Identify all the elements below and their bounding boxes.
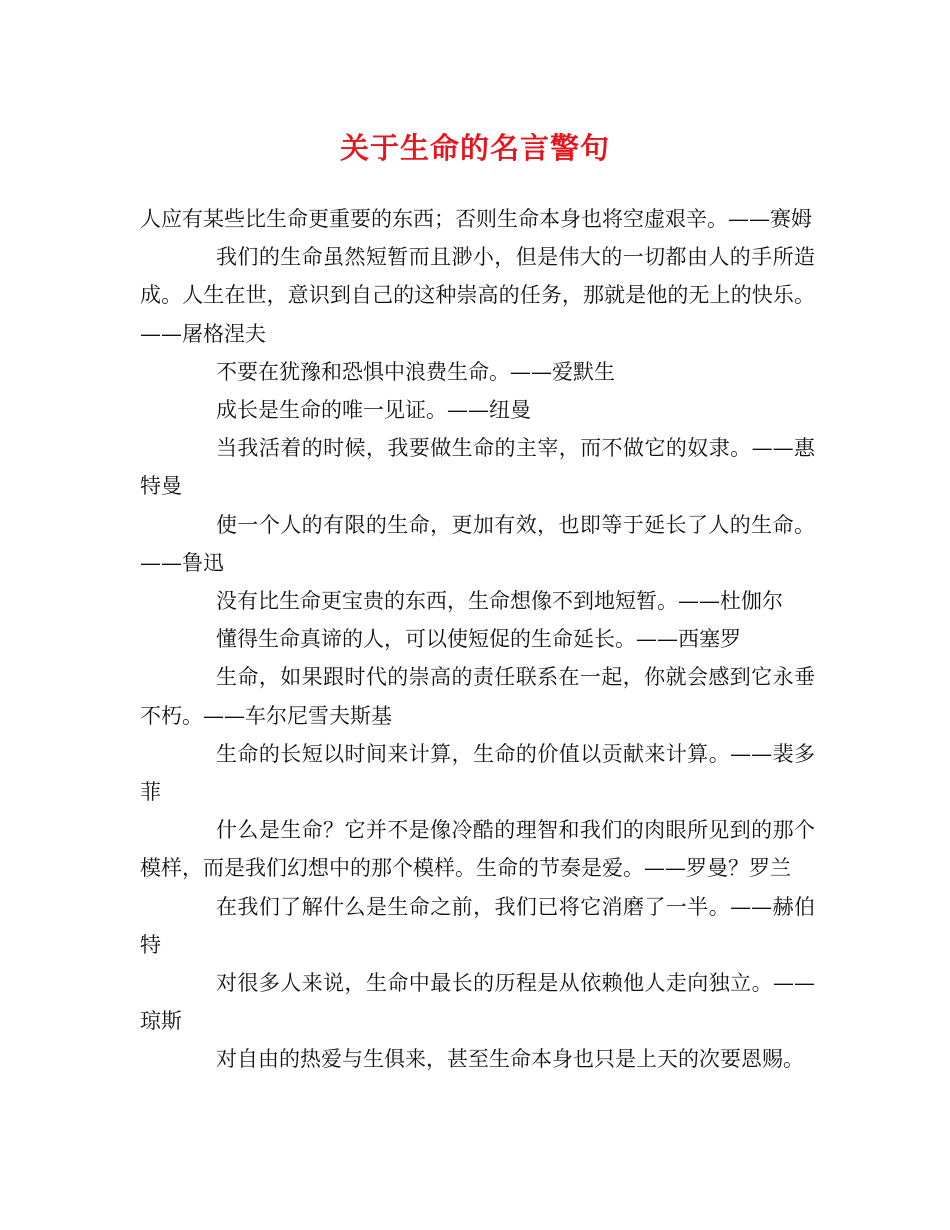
quote-paragraph: 成长是生命的唯一见证。——纽曼 bbox=[216, 398, 531, 423]
quote-paragraph: 在我们了解什么是生命之前，我们已将它消磨了一半。——赫伯特 bbox=[140, 894, 815, 957]
quote-paragraph: 生命的长短以时间来计算，生命的价值以贡献来计算。——裴多菲 bbox=[140, 741, 815, 805]
quote-paragraph: 对自由的热爱与生俱来，甚至生命本身也只是上天的次要恩赐。 bbox=[216, 1047, 804, 1072]
quote-paragraph: 当我活着的时候，我要做生命的主宰，而不做它的奴隶。——惠特曼 bbox=[140, 436, 815, 499]
quote-paragraph: 生命，如果跟时代的崇高的责任联系在一起，你就会感到它永垂不朽。——车尔尼雪夫斯基 bbox=[140, 665, 815, 728]
quote-paragraph: 没有比生命更宝贵的东西，生命想像不到地短暂。——杜伽尔 bbox=[216, 589, 783, 614]
quote-paragraph: 使一个人的有限的生命，更加有效，也即等于延长了人的生命。——鲁迅 bbox=[140, 512, 815, 575]
quote-paragraph: 对很多人来说，生命中最长的历程是从依赖他人走向独立。——琼斯 bbox=[140, 971, 815, 1034]
quote-paragraph: 懂得生命真谛的人，可以使短促的生命延长。——西塞罗 bbox=[216, 627, 741, 652]
quote-paragraph: 人应有某些比生命更重要的东西；否则生命本身也将空虚艰辛。——赛姆 bbox=[140, 207, 812, 231]
quote-list bbox=[140, 200, 815, 1079]
quote-paragraph: 我们的生命虽然短暂而且渺小，但是伟大的一切都由人的手所造成。人生在世，意识到自己的这种崇高的任务，那就是他的无上的快乐。——屠格涅夫 bbox=[140, 245, 815, 346]
quote-paragraph: 什么是生命？它并不是像冷酷的理智和我们的肉眼所见到的那个模样，而是我们幻想中的那个模样。生命的节奏是爱。——罗曼？罗兰 bbox=[140, 818, 815, 881]
document-title: 关于生命的名言警句 bbox=[339, 131, 610, 165]
quote-paragraph: 不要在犹豫和恐惧中浪费生命。——爱默生 bbox=[216, 359, 615, 384]
